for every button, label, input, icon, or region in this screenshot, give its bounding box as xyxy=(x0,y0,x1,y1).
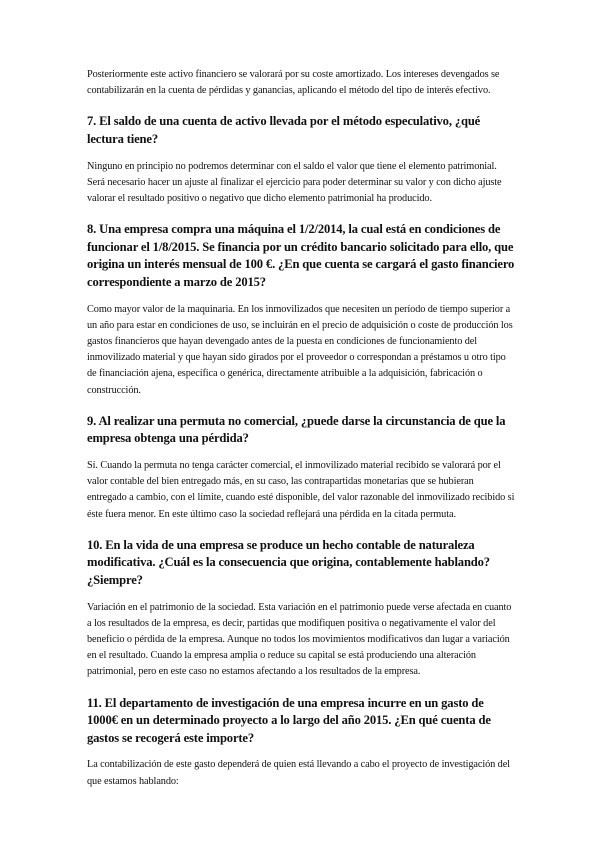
question-9-heading: 9. Al realizar una permuta no comercial, ¿puede darse la circunstancia de que la empresa obtenga una pérdida? xyxy=(87,413,506,446)
question-11-heading: 11. El departamento de investigación de una empresa incurre en un gasto de 1000€ en un determinado proyecto a lo largo del año 2015. ¿En qué cuenta de gastos se recogerá este importe? xyxy=(87,695,491,745)
question-8-heading: 8. Una empresa compra una máquina el 1/2/2014, la cual está en condiciones de funcionar el 1/8/2015. Se financia por un crédito bancario solicitado para ello, que origina un interés mensual de 100 €. ¿En que cuenta se cargará el gasto financiero correspondiente a marzo de 2015? xyxy=(87,222,515,289)
document-page xyxy=(87,67,515,804)
answer-8-paragraph: Como mayor valor de la maquinaria. En los inmovilizados que necesiten un período de tiempo superior a un año para estar en condiciones de uso, se incluirán en el precio de adquisición o coste de producción los gastos financieros que hayan devengado antes de la puesta en condiciones de funcionamiento del inmovilizado material y que hayan sido girados por el proveedor o correspondan a préstamos u otro tipo de financiación ajena, específica o genérica, directamente atribuible a la adquisición, fabricación o construcción. xyxy=(87,303,513,396)
answer-11-paragraph: La contabilización de este gasto dependerá de quien está llevando a cabo el proyecto de investigación del que estamos hablando: xyxy=(87,759,510,787)
answer-7-paragraph: Ninguno en principio no podremos determinar con el saldo el valor que tiene el elemento patrimonial. Será necesario hacer un ajuste al finalizar el ejercicio para poder determinar su valor y con dicho ajuste valorar el resultado positivo o negativo que dicho elemento patrimonial ha producido. xyxy=(87,160,502,204)
question-10-heading: 10. En la vida de una empresa se produce un hecho contable de naturaleza modificativa. ¿Cuál es la consecuencia que origina, contablemente hablando? ¿Siempre? xyxy=(87,537,490,587)
question-7-heading: 7. El saldo de una cuenta de activo llevada por el método especulativo, ¿qué lectura tiene? xyxy=(87,114,481,146)
answer-9-paragraph: Sí. Cuando la permuta no tenga carácter comercial, el inmovilizado material recibido se valorará por el valor contable del bien entregado más, en su caso, las contrapartidas monetarias que se hubieran entregado a cambio, con el límite, cuando esté disponible, del valor razonable del inmovilizado recibido si éste fuera menor. En este último caso la sociedad reflejará una pérdida en la citada permuta. xyxy=(87,459,515,520)
paragraph-coste-amortizado: Posteriormente este activo financiero se valorará por su coste amortizado. Los intereses devengados se contabilizarán en la cuenta de pérdidas y ganancias, aplicando el método del tipo de interés efectivo. xyxy=(87,69,500,97)
answer-10-paragraph: Variación en el patrimonio de la sociedad. Esta variación en el patrimonio puede verse afectada en cuanto a los resultados de la empresa, es decir, partidas que modifiquen positiva o negativamente el valor del beneficio o pérdida de la empresa. Aunque no todos los movimientos modificativos dan lugar a variación en el resultado. Cuando la empresa amplia o reduce su capital se está produciendo una alteración patrimonial, pero en este caso no estamos afectando a los resultados de la empresa. xyxy=(87,601,512,678)
